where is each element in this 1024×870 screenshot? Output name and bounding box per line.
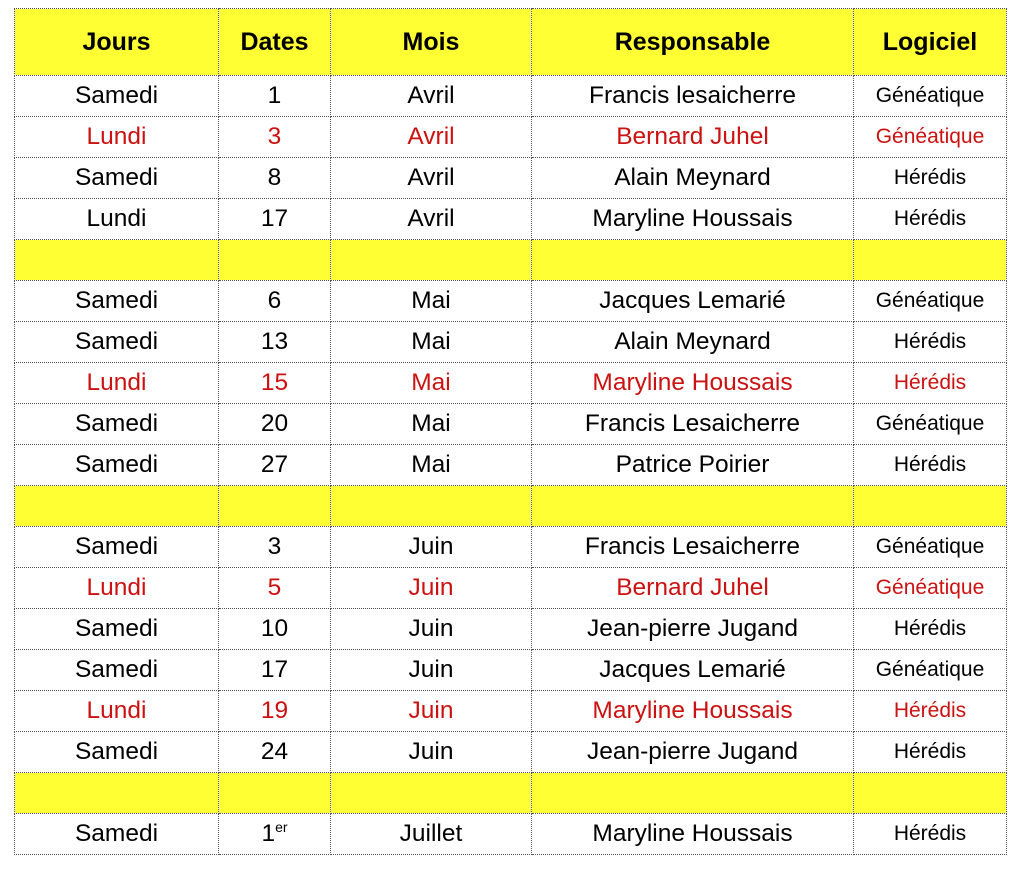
header-dates: Dates — [219, 9, 331, 76]
cell-date — [219, 814, 331, 855]
cell-logiciel: Généatique — [854, 281, 1007, 322]
cell-responsable: Patrice Poirier — [532, 445, 854, 486]
table-row — [15, 527, 1007, 568]
cell-responsable: Jean-pierre Jugand — [532, 609, 854, 650]
cell-jour: Samedi — [15, 650, 219, 691]
cell-jour: Samedi — [15, 445, 219, 486]
table-row — [15, 650, 1007, 691]
table-row — [15, 404, 1007, 445]
cell-logiciel: Hérédis — [854, 691, 1007, 732]
cell-mois: Avril — [331, 76, 532, 117]
table-row — [15, 691, 1007, 732]
cell-mois: Juin — [331, 732, 532, 773]
separator-cell — [854, 486, 1007, 527]
cell-date: 17 — [219, 199, 331, 240]
cell-responsable: Jean-pierre Jugand — [532, 732, 854, 773]
separator-row — [15, 240, 1007, 281]
cell-logiciel: Généatique — [854, 404, 1007, 445]
header-logiciel: Logiciel — [854, 9, 1007, 76]
cell-logiciel: Hérédis — [854, 199, 1007, 240]
header-mois: Mois — [331, 9, 532, 76]
separator-cell — [219, 486, 331, 527]
table-row — [15, 199, 1007, 240]
header-row — [15, 9, 1007, 76]
cell-jour: Lundi — [15, 199, 219, 240]
separator-cell — [15, 486, 219, 527]
separator-cell — [532, 773, 854, 814]
cell-responsable: Alain Meynard — [532, 158, 854, 199]
separator-row — [15, 486, 1007, 527]
table-row — [15, 281, 1007, 322]
cell-jour: Samedi — [15, 609, 219, 650]
schedule-table — [14, 8, 1007, 855]
cell-logiciel: Généatique — [854, 650, 1007, 691]
cell-date: 8 — [219, 158, 331, 199]
separator-cell — [15, 773, 219, 814]
cell-mois: Juin — [331, 650, 532, 691]
table-row — [15, 445, 1007, 486]
cell-responsable: Bernard Juhel — [532, 117, 854, 158]
cell-jour: Samedi — [15, 281, 219, 322]
cell-logiciel: Hérédis — [854, 732, 1007, 773]
table-row — [15, 363, 1007, 404]
cell-jour: Samedi — [15, 732, 219, 773]
separator-row — [15, 773, 1007, 814]
table-row — [15, 76, 1007, 117]
date-number: 1 — [261, 820, 276, 847]
cell-responsable: Francis lesaicherre — [532, 76, 854, 117]
cell-jour: Samedi — [15, 76, 219, 117]
cell-mois: Juin — [331, 568, 532, 609]
separator-cell — [854, 773, 1007, 814]
table-row — [15, 568, 1007, 609]
cell-date: 15 — [219, 363, 331, 404]
cell-logiciel: Généatique — [854, 76, 1007, 117]
cell-jour: Samedi — [15, 527, 219, 568]
cell-mois: Mai — [331, 404, 532, 445]
cell-date: 17 — [219, 650, 331, 691]
table-row — [15, 158, 1007, 199]
cell-mois: Avril — [331, 158, 532, 199]
cell-date: 1 — [219, 76, 331, 117]
cell-jour: Samedi — [15, 404, 219, 445]
cell-mois: Avril — [331, 117, 532, 158]
cell-logiciel: Hérédis — [854, 814, 1007, 855]
cell-mois: Juin — [331, 691, 532, 732]
cell-jour: Samedi — [15, 322, 219, 363]
cell-logiciel: Hérédis — [854, 158, 1007, 199]
cell-date: 3 — [219, 117, 331, 158]
table-row — [15, 322, 1007, 363]
cell-jour: Samedi — [15, 158, 219, 199]
cell-responsable: Jacques Lemarié — [532, 281, 854, 322]
separator-cell — [219, 773, 331, 814]
header-responsable: Responsable — [532, 9, 854, 76]
cell-logiciel: Généatique — [854, 568, 1007, 609]
cell-logiciel: Hérédis — [854, 363, 1007, 404]
cell-logiciel: Hérédis — [854, 322, 1007, 363]
separator-cell — [331, 240, 532, 281]
cell-logiciel: Généatique — [854, 117, 1007, 158]
cell-mois: Avril — [331, 199, 532, 240]
cell-date: 3 — [219, 527, 331, 568]
cell-mois: Mai — [331, 445, 532, 486]
table-row — [15, 732, 1007, 773]
cell-date: 24 — [219, 732, 331, 773]
cell-date: 20 — [219, 404, 331, 445]
cell-responsable: Alain Meynard — [532, 322, 854, 363]
cell-date: 27 — [219, 445, 331, 486]
separator-cell — [331, 486, 532, 527]
cell-jour: Lundi — [15, 691, 219, 732]
header-jours: Jours — [15, 9, 219, 76]
cell-jour: Lundi — [15, 363, 219, 404]
separator-cell — [532, 486, 854, 527]
cell-date: 19 — [219, 691, 331, 732]
cell-mois: Juillet — [331, 814, 532, 855]
separator-cell — [331, 773, 532, 814]
table-row — [15, 609, 1007, 650]
cell-mois: Mai — [331, 363, 532, 404]
cell-responsable: Jacques Lemarié — [532, 650, 854, 691]
separator-cell — [854, 240, 1007, 281]
cell-responsable: Maryline Houssais — [532, 814, 854, 855]
separator-cell — [532, 240, 854, 281]
cell-date: 6 — [219, 281, 331, 322]
cell-date: 5 — [219, 568, 331, 609]
cell-mois: Mai — [331, 281, 532, 322]
cell-logiciel: Hérédis — [854, 609, 1007, 650]
cell-date: 10 — [219, 609, 331, 650]
cell-mois: Juin — [331, 609, 532, 650]
separator-cell — [219, 240, 331, 281]
cell-responsable: Bernard Juhel — [532, 568, 854, 609]
cell-jour: Samedi — [15, 814, 219, 855]
table-row — [15, 117, 1007, 158]
cell-logiciel: Hérédis — [854, 445, 1007, 486]
date-ordinal-suffix: er — [275, 818, 288, 835]
cell-responsable: Maryline Houssais — [532, 363, 854, 404]
cell-jour: Lundi — [15, 568, 219, 609]
cell-logiciel: Généatique — [854, 527, 1007, 568]
cell-responsable: Maryline Houssais — [532, 691, 854, 732]
cell-date: 13 — [219, 322, 331, 363]
cell-jour: Lundi — [15, 117, 219, 158]
cell-responsable: Francis Lesaicherre — [532, 404, 854, 445]
separator-cell — [15, 240, 219, 281]
cell-responsable: Francis Lesaicherre — [532, 527, 854, 568]
table-row — [15, 814, 1007, 855]
cell-responsable: Maryline Houssais — [532, 199, 854, 240]
cell-mois: Mai — [331, 322, 532, 363]
cell-mois: Juin — [331, 527, 532, 568]
